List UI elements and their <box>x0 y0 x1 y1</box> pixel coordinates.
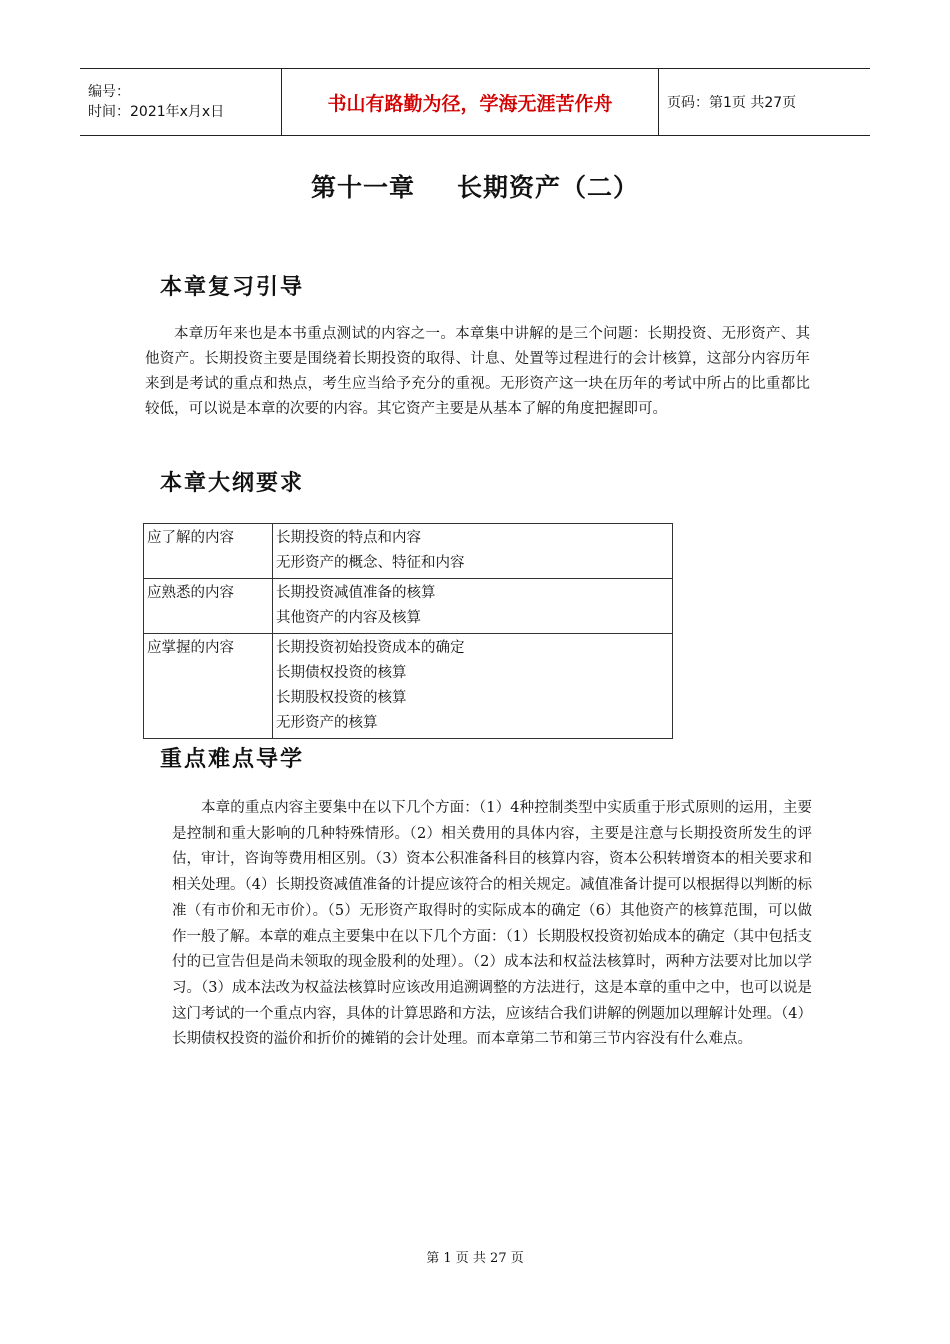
outline-row-items <box>273 524 673 579</box>
header-meta <box>80 69 282 136</box>
header-page-info: 页码：第1页 共27页 <box>667 95 797 111</box>
time-label: 时间：2021年x月x日 <box>88 104 225 120</box>
outline-row <box>144 524 673 579</box>
outline-item: 长期股权投资的核算 <box>276 690 407 706</box>
outline-row-items <box>273 579 673 634</box>
page-footer: 第 1 页 共 27 页 <box>426 1251 524 1266</box>
outline-row-label: 应了解的内容 <box>144 524 273 579</box>
outline-item: 其他资产的内容及核算 <box>276 610 421 626</box>
chapter-number: 第十一章 <box>310 173 415 202</box>
outline-heading: 本章大纲要求 <box>160 470 305 496</box>
outline-row-items <box>273 634 673 739</box>
chapter-name: 长期资产（二） <box>457 173 640 202</box>
outline-item: 长期债权投资的核算 <box>276 665 407 681</box>
header-motto: 书山有路勤为径，学海无涯苦作舟 <box>282 69 659 136</box>
outline-row-label: 应掌握的内容 <box>144 634 273 739</box>
chapter-title <box>0 168 950 204</box>
outline-item: 长期投资的特点和内容 <box>276 530 421 546</box>
outline-item: 无形资产的核算 <box>276 715 378 731</box>
review-heading: 本章复习引导 <box>160 274 305 300</box>
key-heading: 重点难点导学 <box>160 746 305 772</box>
outline-item: 无形资产的概念、特征和内容 <box>276 555 465 571</box>
outline-row <box>144 634 673 739</box>
outline-row <box>144 579 673 634</box>
number-label: 编号： <box>88 84 130 100</box>
review-paragraph: 本章历年来也是本书重点测试的内容之一。本章集中讲解的是三个问题：长期投资、无形资产、其他资产。长期投资主要是围绕着长期投资的取得、计息、处置等过程进行的会计核算，这部分内容历年来到是考试的重点和热点，考生应当给予充分的重视。无形资产这一块在历年的考试中所占的比重都比较低，可以说是本章的次要的内容。其它资产主要是从基本了解的角度把握即可。 <box>145 326 810 417</box>
outline-item: 长期投资减值准备的核算 <box>276 585 436 601</box>
page-header <box>80 68 870 136</box>
outline-item: 长期投资初始投资成本的确定 <box>276 640 465 656</box>
outline-row-label: 应熟悉的内容 <box>144 579 273 634</box>
key-paragraph: 本章的重点内容主要集中在以下几个方面：（1）4种控制类型中实质重于形式原则的运用，主要是控制和重大影响的几种特殊情形。（2）相关费用的具体内容，主要是注意与长期投资所发生的评估，审计，咨询等费用相区别。（3）资本公积准备科目的核算内容，资本公积转增资本的相关要求和相关处理。（4）长期投资减值准备的计提应该符合的相关规定。减值准备计提可以根据得以判断的标准（有市价和无市价）。（5）无形资产取得时的实际成本的确定（6）其他资产的核算范围，可以做作一般了解。本章的难点主要集中在以下几个方面：（1）长期股权投资初始成本的确定（其中包括支付的已宣告但是尚未领取的现金股利的处理）。（2）成本法和权益法核算时，两种方法要对比加以学习。（3）成本法改为权益法核算时应该改用追溯调整的方法进行，这是本章的重中之中，也可以说是这门考试的一个重点内容，具体的计算思路和方法，应该结合我们讲解的例题加以理解计处理。（4）长期债权投资的溢价和折价的摊销的会计处理。而本章第二节和第三节内容没有什么难点。 <box>172 800 812 1048</box>
outline-table <box>143 523 673 739</box>
